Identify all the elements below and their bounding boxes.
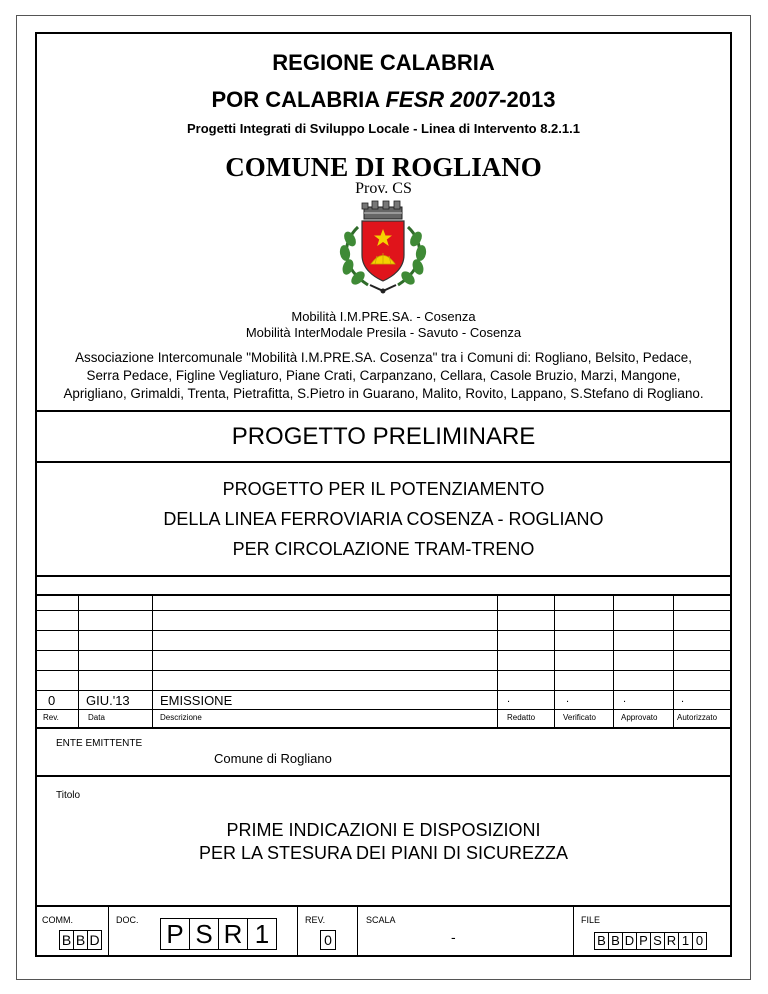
file-char: R: [664, 932, 679, 950]
scala-label: SCALA: [366, 915, 396, 925]
project-line-2: DELLA LINEA FERROVIARIA COSENZA - ROGLIANO: [163, 509, 604, 529]
verificato-cell: .: [566, 693, 570, 705]
revision-col-line: [152, 594, 153, 727]
rev-cell: 0: [48, 693, 56, 708]
redatto-header: Redatto: [507, 713, 536, 722]
doc-label: DOC.: [116, 915, 139, 925]
project-line-3: PER CIRCOLAZIONE TRAM-TRENO: [232, 539, 535, 559]
por-suffix: -2013: [499, 87, 556, 112]
description-header: Descrizione: [160, 713, 202, 722]
file-char: B: [594, 932, 609, 950]
file-label: FILE: [581, 915, 601, 925]
revision-col-line: [673, 594, 674, 727]
titolo-label: Titolo: [56, 790, 81, 801]
divider: [35, 461, 732, 463]
autorizzato-header: Autorizzato: [677, 713, 718, 722]
autorizzato-cell: .: [681, 693, 685, 705]
doc-char: P: [160, 918, 190, 950]
date-cell: GIU.'13: [86, 693, 130, 708]
program-line: Progetti Integrati di Sviluppo Locale - Linea di Intervento 8.2.1.1: [187, 121, 580, 136]
comm-char: D: [87, 930, 102, 950]
revision-col-line: [497, 594, 498, 727]
titolo-line-1: PRIME INDICAZIONI E DISPOSIZIONI: [226, 820, 541, 840]
rev-char: 0: [320, 930, 336, 950]
file-char: D: [622, 932, 637, 950]
revision-col-line: [554, 594, 555, 727]
coat-of-arms-emblem: [328, 197, 438, 302]
file-char: S: [650, 932, 665, 950]
association-line-2: Serra Pedace, Figline Vegliaturo, Piane Crati, Carpanzano, Cellara, Casole Bruzio, Marzi, Mangone,: [86, 368, 681, 383]
association-line-3: Aprigliano, Grimaldi, Trenta, Pietrafitta, S.Pietro in Guarano, Malito, Rovito, Lappano, S.Stefano di Rogliano.: [63, 386, 704, 401]
verificato-header: Verificato: [563, 713, 596, 722]
ente-value: Comune di Rogliano: [214, 751, 332, 766]
date-header: Data: [88, 713, 105, 722]
revision-col-line: [78, 594, 79, 727]
project-line-1: PROGETTO PER IL POTENZIAMENTO: [222, 479, 545, 499]
file-char: P: [636, 932, 651, 950]
revision-col-line: [613, 594, 614, 727]
comm-char: B: [73, 930, 88, 950]
por-fesr: FESR 2007: [385, 87, 500, 112]
approvato-cell: .: [623, 693, 627, 705]
rev-label: REV.: [305, 915, 326, 925]
doc-char: 1: [247, 918, 277, 950]
comm-char: B: [59, 930, 74, 950]
mobility-line-1: Mobilità I.M.PRE.SA. - Cosenza: [291, 309, 476, 324]
revision-row-line: [35, 690, 732, 691]
titolo-line-2: PER LA STESURA DEI PIANI DI SICUREZZA: [198, 843, 569, 863]
region-title: REGIONE CALABRIA: [272, 50, 495, 75]
comune-title: COMUNE DI ROGLIANO: [225, 152, 542, 182]
revision-row-line: [35, 630, 732, 631]
file-char: 0: [692, 932, 707, 950]
redatto-cell: .: [507, 693, 511, 705]
stage-title: PROGETTO PRELIMINARE: [231, 423, 536, 450]
footer-col-line: [108, 905, 109, 957]
mobility-line-2: Mobilità InterModale Presila - Savuto - Cosenza: [245, 325, 522, 340]
revision-table-top: [35, 594, 732, 596]
scala-value: -: [451, 929, 456, 945]
divider: [35, 775, 732, 777]
divider: [35, 905, 732, 907]
description-cell: EMISSIONE: [160, 693, 233, 708]
por-title: [35, 87, 732, 113]
comm-label: COMM.: [42, 915, 73, 925]
doc-char: R: [218, 918, 248, 950]
por-prefix: POR CALABRIA: [211, 87, 386, 112]
approvato-header: Approvato: [621, 713, 658, 722]
file-char: B: [608, 932, 623, 950]
rev-header: Rev.: [43, 713, 59, 722]
divider: [35, 410, 732, 412]
revision-row-line: [35, 650, 732, 651]
ente-label: ENTE EMITTENTE: [56, 738, 143, 749]
revision-row-line: [35, 670, 732, 671]
footer-col-line: [357, 905, 358, 957]
revision-table-bottom: [35, 727, 732, 729]
revision-row-line: [35, 610, 732, 611]
revision-row-line: [35, 709, 732, 710]
divider: [35, 575, 732, 577]
doc-char: S: [189, 918, 219, 950]
province-label: Prov. CS: [355, 180, 412, 197]
file-char: 1: [678, 932, 693, 950]
association-line-1: Associazione Intercomunale "Mobilità I.M.PRE.SA. Cosenza" tra i Comuni di: Rogliano, Belsito, Pedace,: [75, 350, 692, 365]
footer-col-line: [297, 905, 298, 957]
footer-col-line: [573, 905, 574, 957]
